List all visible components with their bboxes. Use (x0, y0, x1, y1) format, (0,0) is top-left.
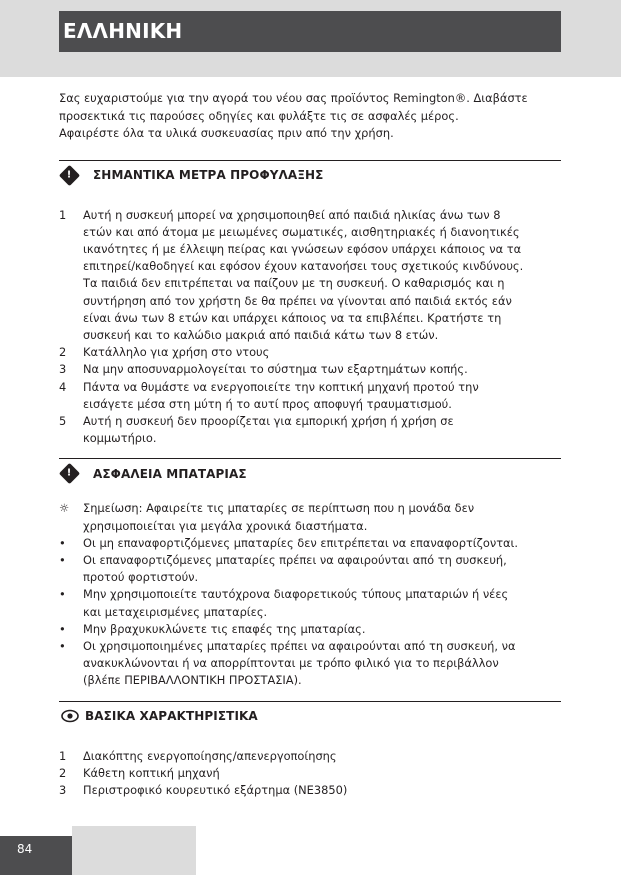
item-number: 3 (59, 782, 67, 797)
item-text-line: και μεταχειρισμένες μπαταρίες. (83, 604, 268, 619)
list-item (59, 765, 561, 782)
item-text-line: Μην βραχυκυκλώνετε τις επαφές της μπαταρίας. (83, 621, 366, 636)
item-text-line: είναι άνω των 8 ετών και υπάρχει κάποιος να τα επιβλέπει. Κρατήστε τη (83, 310, 502, 325)
features-list (59, 748, 561, 800)
item-bullet: • (59, 552, 66, 567)
item-text-line: Περιστροφικό κουρευτικό εξάρτημα (NE3850) (83, 782, 348, 797)
item-text-line: Να μην αποσυναρμολογείται το σύστημα των εξαρτημάτων κοπής. (83, 362, 468, 377)
item-text-line: Οι μη επαναφορτιζόμενες μπαταρίες δεν επιτρέπεται να επαναφορτίζονται. (83, 535, 519, 550)
features-section-heading (59, 701, 561, 731)
item-bullet: • (59, 621, 66, 636)
page-title: ΕΛΛΗΝΙΚΗ (59, 11, 561, 52)
item-text-line: Μην χρησιμοποιείτε ταυτόχρονα διαφορετικούς τύπους μπαταριών ή νέες (83, 587, 509, 602)
document-body (59, 90, 561, 799)
intro-paragraph (59, 90, 561, 143)
item-text-line: προτού φορτιστούν. (83, 570, 199, 585)
item-bullet: ☼ (59, 501, 70, 516)
item-text-line: Οι χρησιμοποιημένες μπαταρίες πρέπει να αφαιρούνται από τη συσκευή, να (83, 638, 516, 653)
page-number: 84 (0, 836, 72, 875)
intro-line: προσεκτικά τις παρούσες οδηγίες και φυλάξτε τις σε ασφαλές μέρος. (59, 108, 459, 123)
eye-icon (61, 709, 79, 723)
list-item (59, 207, 561, 345)
item-number: 3 (59, 362, 67, 377)
item-text-line: Κατάλληλο για χρήση στο ντους (83, 345, 270, 360)
list-item (59, 413, 561, 447)
item-number: 1 (59, 207, 67, 222)
item-text-line: Σημείωση: Αφαιρείτε τις μπαταρίες σε περίπτωση που η μονάδα δεν (83, 501, 475, 516)
list-item (59, 748, 561, 765)
list-item (59, 621, 561, 638)
item-text-line: ανακυκλώνονται ή να απορρίπτονται με τρόπο φιλικό για το περιβάλλον (83, 656, 499, 671)
item-text-line: συντήρηση από τον χρήστη δε θα πρέπει να γίνονται από παιδιά εκτός εάν (83, 293, 512, 308)
item-text-line: Αυτή η συσκευή δεν προορίζεται για εμπορική χρήση ή χρήση σε (83, 413, 454, 428)
item-text-line: Διακόπτης ενεργοποίησης/απενεργοποίησης (83, 748, 337, 763)
item-number: 1 (59, 748, 67, 763)
safety-section-heading (59, 160, 561, 190)
item-text-line: Κάθετη κοπτική μηχανή (83, 765, 220, 780)
item-text-line: Οι επαναφορτιζόμενες μπαταρίες πρέπει να αφαιρούνται από τη συσκευή, (83, 552, 507, 567)
footer-band (72, 826, 196, 875)
battery-section-title: ΑΣΦΑΛΕΙΑ ΜΠΑΤΑΡΙΑΣ (93, 466, 247, 481)
warning-diamond-icon: ! (59, 463, 80, 484)
list-item (59, 535, 561, 552)
list-item (59, 379, 561, 413)
item-text-line: Τα παιδιά δεν επιτρέπεται να παίζουν με τη συσκευή. Ο καθαρισμός και η (83, 276, 505, 291)
item-text-line: επιτηρεί/καθοδηγεί και εφόσον έχουν κατανοήσει τους σχετικούς κινδύνους. (83, 259, 524, 274)
item-number: 5 (59, 413, 67, 428)
warning-diamond-icon: ! (59, 164, 80, 185)
item-text-line: ετών και από άτομα με μειωμένες σωματικές, αισθητηριακές ή διανοητικές (83, 224, 520, 239)
list-item (59, 344, 561, 361)
battery-section-heading (59, 458, 561, 488)
item-text-line: συσκευή και το καλώδιο μακριά από παιδιά κάτω των 8 ετών. (83, 327, 439, 342)
item-number: 4 (59, 379, 67, 394)
item-text-line: εισάγετε μέσα στη μύτη ή το αυτί προς αποφυγή τραυματισμού. (83, 396, 452, 411)
list-item (59, 361, 561, 378)
safety-list (59, 207, 561, 448)
list-item (59, 638, 561, 690)
item-text-line: Πάντα να θυμάστε να ενεργοποιείτε την κοπτική μηχανή προτού την (83, 379, 479, 394)
list-item (59, 552, 561, 586)
item-text-line: κομμωτήριο. (83, 431, 157, 446)
item-bullet: • (59, 638, 66, 653)
item-bullet: • (59, 535, 66, 550)
item-text-line: ικανότητες ή με έλλειψη πείρας και γνώσεων εφόσον υπάρχει κάποιος να τα (83, 241, 522, 256)
item-text-line: Αυτή η συσκευή μπορεί να χρησιμοποιηθεί από παιδιά ηλικίας άνω των 8 (83, 207, 501, 222)
item-text-line: (βλέπε ΠΕΡΙΒΑΛΛΟΝΤΙΚΗ ΠΡΟΣΤΑΣΙΑ). (83, 673, 302, 688)
intro-line: Αφαιρέστε όλα τα υλικά συσκευασίας πριν από την χρήση. (59, 126, 394, 140)
battery-list (59, 500, 561, 689)
item-text-line: χρησιμοποιείται για μεγάλα χρονικά διαστήματα. (83, 518, 368, 533)
item-number: 2 (59, 765, 67, 780)
item-bullet: • (59, 587, 66, 602)
intro-line: Σας ευχαριστούμε για την αγορά του νέου σας προϊόντος Remington®. Διαβάστε (59, 91, 528, 105)
safety-section-title: ΣΗΜΑΝΤΙΚΑ ΜΕΤΡΑ ΠΡΟΦΥΛΑΞΗΣ (93, 168, 324, 182)
list-item (59, 586, 561, 620)
list-item (59, 500, 561, 534)
list-item (59, 782, 561, 799)
features-section-title: ΒΑΣΙΚΑ ΧΑΡΑΚΤΗΡΙΣΤΙΚΑ (85, 709, 258, 724)
item-number: 2 (59, 345, 67, 360)
